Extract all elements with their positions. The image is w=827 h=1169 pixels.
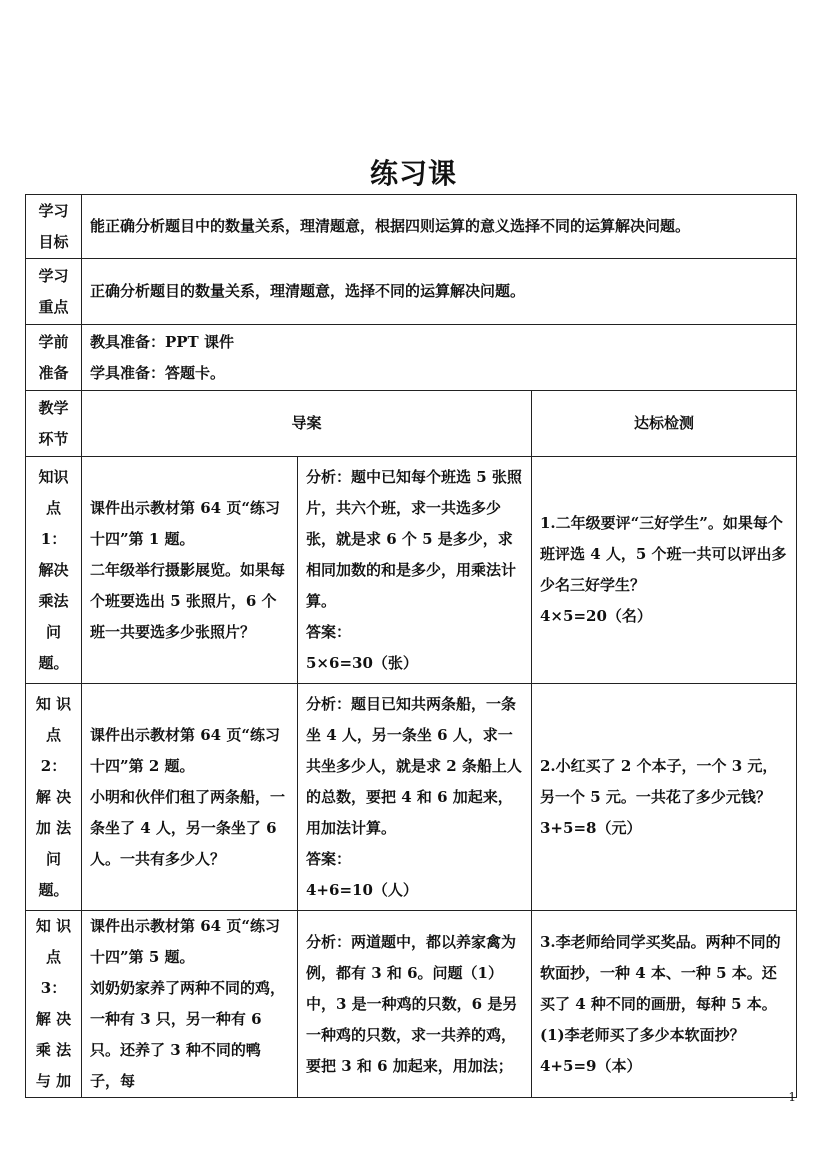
- goal-content: 能正确分析题目中的数量关系，理清题意，根据四则运算的意义选择不同的运算解决问题。: [82, 195, 797, 259]
- check-header: 达标检测: [532, 391, 797, 457]
- row-label-goal: 学习 目标: [26, 195, 82, 259]
- table-row-k3: [26, 911, 797, 1098]
- k2-check: 2.小红买了 2 个本子，一个 3 元，另一个 5 元。一共花了多少元钱？ 3+5=8（元）: [532, 684, 797, 911]
- table-row-k1: [26, 457, 797, 684]
- table-row-k2: [26, 684, 797, 911]
- prep-content: 教具准备：PPT 课件 学具准备：答题卡。: [82, 325, 797, 391]
- focus-content: 正确分析题目的数量关系，理清题意，选择不同的运算解决问题。: [82, 259, 797, 325]
- table-row-prep: [26, 325, 797, 391]
- guide-header: 导案: [82, 391, 532, 457]
- row-label-focus: 学习 重点: [26, 259, 82, 325]
- k3-guide: 课件出示教材第 64 页“练习十四”第 5 题。 刘奶奶家养了两种不同的鸡，一种有 3 只，另一种有 6 只。还养了 3 种不同的鸭子，每: [82, 911, 298, 1098]
- row-label-k1: 知识 点 1： 解决 乘法 问题。: [26, 457, 82, 684]
- table-row-goal: [26, 195, 797, 259]
- k2-guide: 课件出示教材第 64 页“练习十四”第 2 题。 小明和伙伴们租了两条船，一条坐了 4 人，另一条坐了 6 人。一共有多少人？: [82, 684, 298, 911]
- k1-guide: 课件出示教材第 64 页“练习十四”第 1 题。 二年级举行摄影展览。如果每个班要选出 5 张照片，6 个班一共要选多少张照片？: [82, 457, 298, 684]
- k3-analysis: 分析：两道题中，都以养家禽为例，都有 3 和 6。问题（1）中，3 是一种鸡的只数，6 是另一种鸡的只数，求一共养的鸡，要把 3 和 6 加起来，用加法；: [298, 911, 532, 1098]
- k3-check: 3.李老师给同学买奖品。两种不同的软面抄，一种 4 本、一种 5 本。还买了 4 种不同的画册，每种 5 本。 (1)李老师买了多少本软面抄？ 4+5=9（本）: [532, 911, 797, 1098]
- page-number: 1: [788, 1090, 796, 1104]
- page-title: 练习课: [369, 157, 457, 190]
- k1-check: 1.二年级要评“三好学生”。如果每个班评选 4 人，5 个班一共可以评出多少名三好学生？ 4×5=20（名）: [532, 457, 797, 684]
- table-row-focus: [26, 259, 797, 325]
- k1-analysis: 分析：题中已知每个班选 5 张照片，共六个班，求一共选多少张，就是求 6 个 5 是多少，求相同加数的和是多少，用乘法计算。 答案： 5×6=30（张）: [298, 457, 532, 684]
- k2-analysis: 分析：题目已知共两条船，一条坐 4 人，另一条坐 6 人，求一共坐多少人，就是求 2 条船上人的总数，要把 4 和 6 加起来，用加法计算。 答案： 4+6=10（人）: [298, 684, 532, 911]
- row-label-header: 教学 环节: [26, 391, 82, 457]
- table-row-header: [26, 391, 797, 457]
- lesson-plan-table: [25, 194, 797, 1098]
- row-label-k3: 知 识 点 3： 解 决 乘 法 与 加: [26, 911, 82, 1098]
- row-label-prep: 学前 准备: [26, 325, 82, 391]
- row-label-k2: 知 识 点 2： 解 决 加 法 问题。: [26, 684, 82, 911]
